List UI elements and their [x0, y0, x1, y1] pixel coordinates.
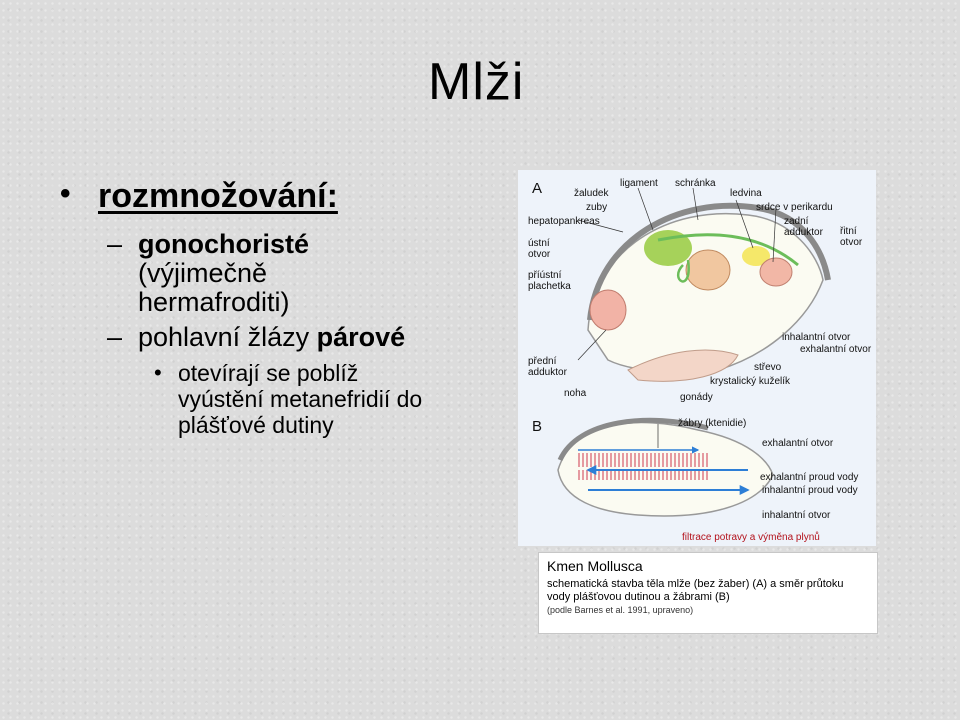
bullet-parove-bold: párové	[316, 322, 406, 352]
mollusc-anatomy-figure	[518, 170, 876, 546]
bullet-oteviraji-line2: vyústění metanefridií do	[178, 386, 423, 412]
slide-title: Mlži	[428, 53, 525, 111]
label-inhalantni-proud: inhalantní proud vody	[762, 485, 858, 496]
bullet-gonochoriste-line2: (výjimečně	[138, 258, 268, 288]
label-noha: noha	[564, 388, 587, 399]
label-adduktor-predni: adduktor	[528, 367, 567, 378]
label-exhalantni-otvor-b: exhalantní otvor	[762, 438, 834, 449]
label-ledvina: ledvina	[730, 188, 762, 199]
label-strevo: střevo	[754, 362, 782, 373]
figure-caption-box	[538, 552, 878, 634]
label-schranka: schránka	[675, 178, 716, 189]
bullet-list	[60, 176, 500, 438]
dash-icon: –	[107, 322, 123, 352]
label-srdce: srdce v perikardu	[756, 202, 833, 213]
label-priustni: příústní	[528, 270, 562, 281]
bullet-dot-icon: •	[154, 360, 162, 385]
label-otvor-ustni: otvor	[528, 249, 551, 260]
label-zaludek: žaludek	[574, 188, 609, 199]
caption-source: (podle Barnes et al. 1991, upraveno)	[547, 605, 694, 615]
bullet-gonochoriste-line3: hermafroditi)	[138, 287, 290, 317]
label-filtrace: filtrace potravy a výměna plynů	[682, 532, 820, 543]
label-exhalantni-proud: exhalantní proud vody	[760, 472, 859, 483]
figure-letter-a: A	[532, 180, 543, 197]
gonad-shape	[686, 250, 730, 290]
label-gonady: gonády	[680, 392, 713, 403]
bullet-level1	[60, 176, 500, 216]
label-ritni: řitní	[840, 226, 857, 237]
caption-text	[547, 578, 867, 604]
anterior-adductor-shape	[590, 290, 626, 330]
figure-letter-b: B	[532, 418, 543, 435]
bullet-level3-oteviraji	[60, 360, 500, 438]
dash-icon: –	[107, 229, 123, 259]
caption-line1: schematická stavba těla mlže (bez žaber) (A) a směr průtoku	[547, 578, 844, 590]
bullet-rozmnozovani: rozmnožování:	[98, 177, 338, 215]
bullet-level2-pohlavni	[60, 323, 500, 352]
bullet-oteviraji-line3: plášťové dutiny	[178, 412, 334, 438]
label-zabry: žábry (ktenidie)	[678, 418, 747, 429]
bullet-oteviraji-line1: otevírají se poblíž	[178, 360, 359, 386]
bullet-level2-gonochoriste	[60, 230, 500, 317]
bullet-dot-icon: •	[60, 177, 71, 210]
caption-title: Kmen Mollusca	[547, 558, 643, 574]
label-ligament: ligament	[620, 178, 658, 189]
label-otvor-ritni: otvor	[840, 237, 863, 248]
posterior-adductor-shape	[760, 258, 792, 286]
label-zadni: zadní	[784, 216, 809, 227]
label-inhalantni-otvor-b: inhalantní otvor	[762, 510, 831, 521]
label-zuby: zuby	[586, 202, 608, 213]
bullet-pohlavni-text: pohlavní žlázy	[138, 322, 317, 352]
bullet-gonochoriste-bold: gonochoristé	[138, 229, 310, 259]
label-exhalantni-otvor: exhalantní otvor	[800, 344, 872, 355]
label-ustni: ústní	[528, 238, 550, 249]
label-hepatopankreas: hepatopankreas	[528, 216, 600, 227]
label-inhalantni-otvor: inhalantní otvor	[782, 332, 851, 343]
label-adduktor: adduktor	[784, 227, 823, 238]
label-plachetka: plachetka	[528, 281, 571, 292]
label-predni: přední	[528, 356, 557, 367]
label-krystalicky: krystalický kuželík	[710, 376, 791, 387]
caption-line2: vody plášťovou dutinou a žábrami (B)	[547, 591, 730, 603]
